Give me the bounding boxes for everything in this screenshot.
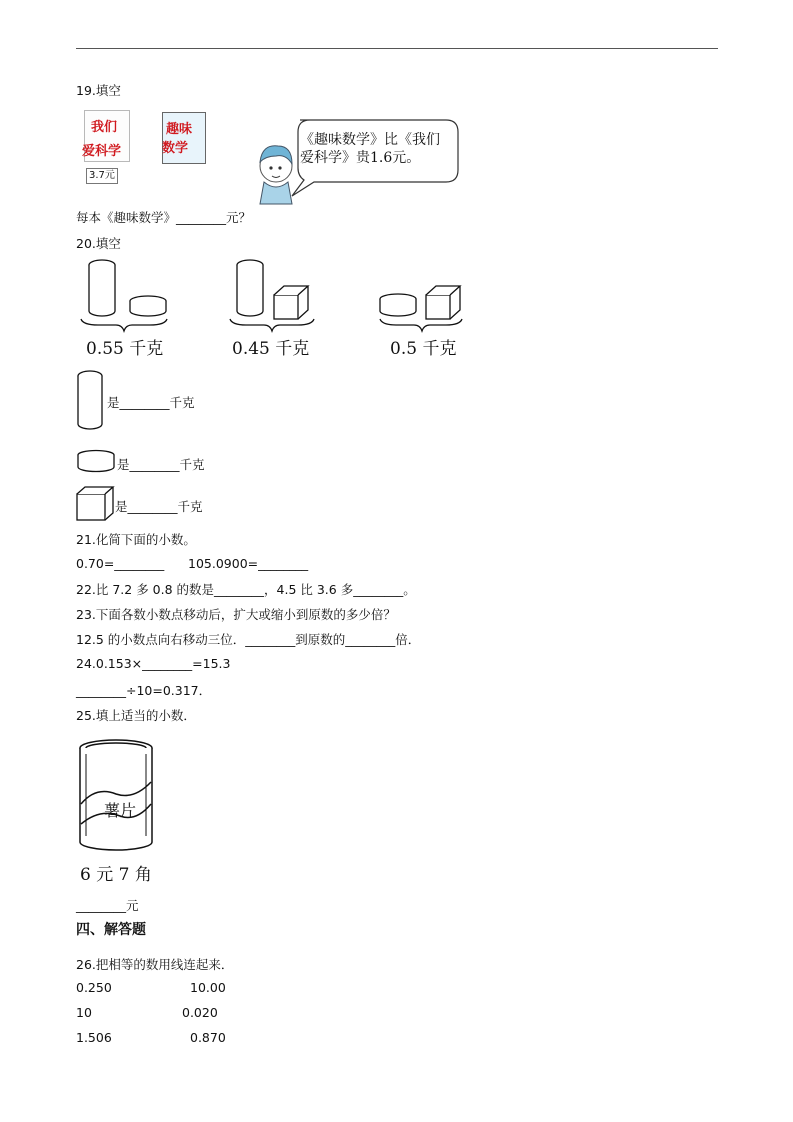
section-4-heading: 四、解答题 <box>76 922 146 938</box>
book2-line1: 趣味 <box>166 122 193 137</box>
disk-icon <box>76 449 118 475</box>
chips-can-label: 薯片 <box>104 801 137 820</box>
group1-cylinder-disk <box>81 260 167 331</box>
cylinder-icon <box>76 368 106 434</box>
q21-title: 21.化简下面的小数。 <box>76 532 196 547</box>
q25-title: 25.填上适当的小数． <box>76 708 196 723</box>
group3-disk-cube <box>380 286 462 331</box>
weight-3: 0.5 千克 <box>390 339 457 359</box>
bubble-line1: 《趣味数学》比《我们 <box>300 132 440 148</box>
book1-line2: 爱科学 <box>82 144 122 159</box>
bubble-line2: 爱科学》贵1.6元。 <box>300 150 421 166</box>
weight-2: 0.45 千克 <box>232 339 310 359</box>
q26-left-2: 10 <box>76 1005 92 1020</box>
disk-answer: 是________千克 <box>117 457 205 472</box>
q19-question: 每本《趣味数学》________元？ <box>76 210 252 225</box>
cube-icon <box>76 486 116 522</box>
header-rule <box>76 48 718 49</box>
book1-price-tag: 3.7元 <box>86 168 118 184</box>
q26-left-3: 1.506 <box>76 1030 112 1045</box>
q26-left-1: 0.250 <box>76 980 112 995</box>
q24-line2: ________÷10=0.317． <box>76 683 212 698</box>
cylinder-answer: 是________千克 <box>107 395 195 410</box>
book2-line2: 数学 <box>162 141 189 156</box>
q26-title: 26.把相等的数用线连起来． <box>76 957 234 972</box>
chips-price: 6 元 7 角 <box>80 865 152 885</box>
q25-answer: ________元 <box>76 898 139 913</box>
q26-right-3: 0.870 <box>190 1030 226 1045</box>
q21-b: 105.0900=________ <box>188 556 309 571</box>
q26-right-2: 0.020 <box>182 1005 218 1020</box>
group2-cylinder-cube <box>230 260 314 331</box>
q23-line: 12.5 的小数点向右移动三位．________到原数的________倍． <box>76 632 421 647</box>
q21-a: 0.70=________ <box>76 556 165 571</box>
weight-1: 0.55 千克 <box>86 339 164 359</box>
q19-title: 19.填空 <box>76 83 121 98</box>
book1-line1: 我们 <box>91 120 118 135</box>
cube-answer: 是________千克 <box>115 499 203 514</box>
scale-groups <box>78 255 478 335</box>
q26-right-1: 10.00 <box>190 980 226 995</box>
q20-title: 20.填空 <box>76 236 121 251</box>
q23-title: 23.下面各数小数点移动后，扩大或缩小到原数的多少倍？ <box>76 607 396 622</box>
q22: 22.比 7.2 多 0.8 的数是________，4.5 比 3.6 多________。 <box>76 582 416 597</box>
q24-line1: 24.0.153×________=15.3 <box>76 656 231 671</box>
